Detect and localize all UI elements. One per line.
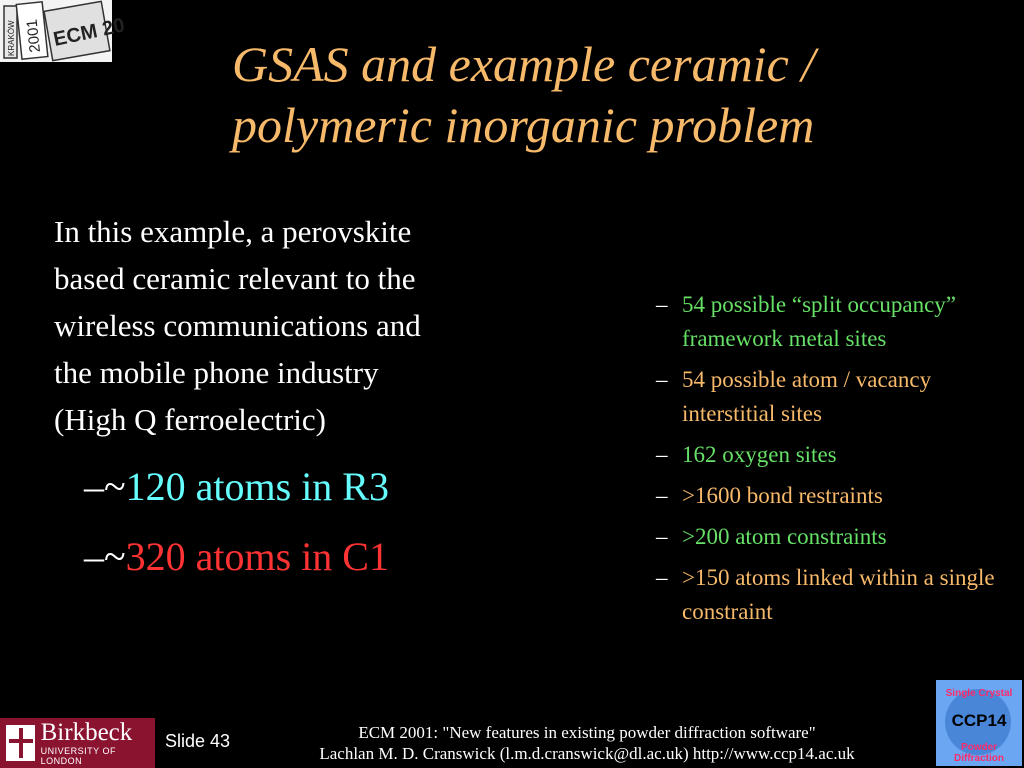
logo-left-text: KRAKÓW	[7, 20, 16, 56]
ccp14-logo	[936, 680, 1022, 766]
list-item	[656, 561, 1006, 629]
site-details-list	[656, 288, 1006, 636]
list-item-text: >200 atom constraints	[682, 524, 887, 549]
intro-line: the mobile phone industry	[54, 355, 379, 390]
ecm-logo	[0, 0, 127, 62]
atom-count-list	[84, 462, 389, 602]
intro-paragraph	[54, 208, 554, 443]
dash-bullet: –	[656, 442, 668, 467]
dash-bullet: –~	[84, 464, 126, 509]
ccp14-name: CCP14	[951, 711, 1007, 730]
list-item	[656, 438, 1006, 472]
atom-count-text: 320 atoms in C1	[125, 534, 389, 579]
list-item	[656, 288, 1006, 356]
intro-line: based ceramic relevant to the	[54, 261, 416, 296]
logo-name: ECM 20	[51, 14, 127, 51]
list-item-text: >150 atoms linked within a single constraint	[682, 565, 995, 624]
footer-line-2: Lachlan M. D. Cranswick (l.m.d.cranswick@dl.ac.uk) http://www.ccp14.ac.uk	[319, 744, 855, 763]
list-item-text: 162 oxygen sites	[682, 442, 837, 467]
list-item-text: 54 possible atom / vacancy interstitial sites	[682, 367, 932, 426]
birkbeck-subtitle: UNIVERSITY OF LONDON	[40, 746, 116, 766]
slide-number: Slide 43	[165, 731, 231, 751]
list-item	[656, 520, 1006, 554]
title-line-2: polymeric inorganic problem	[232, 97, 815, 153]
crest-icon	[6, 725, 35, 761]
intro-line: wireless communications and	[54, 308, 421, 343]
atom-count-r3	[84, 462, 389, 532]
list-item	[656, 363, 1006, 431]
atom-count-c1	[84, 532, 389, 602]
ccp14-top-text: Single Crystal	[945, 688, 1013, 699]
dash-bullet: –	[656, 367, 668, 392]
title-line-1: GSAS and example ceramic /	[232, 36, 816, 92]
atom-count-text: 120 atoms in R3	[125, 464, 389, 509]
footer-credits	[262, 722, 912, 764]
birkbeck-name: Birkbeck	[40, 719, 133, 746]
footer-line-1: ECM 2001: "New features in existing powder diffraction software"	[358, 723, 816, 742]
list-item	[656, 479, 1006, 513]
logo-year: 2001	[23, 18, 44, 54]
slide-title	[232, 34, 1012, 156]
intro-line: (High Q ferroelectric)	[54, 402, 326, 437]
birkbeck-logo	[0, 718, 155, 768]
dash-bullet: –	[656, 524, 668, 549]
dash-bullet: –~	[84, 534, 126, 579]
list-item-text: 54 possible “split occupancy” framework metal sites	[682, 292, 957, 351]
dash-bullet: –	[656, 565, 668, 590]
dash-bullet: –	[656, 292, 668, 317]
ccp14-bottom-text: Powder Diffraction	[954, 742, 1004, 764]
intro-line: In this example, a perovskite	[54, 214, 412, 249]
list-item-text: >1600 bond restraints	[682, 483, 883, 508]
dash-bullet: –	[656, 483, 668, 508]
